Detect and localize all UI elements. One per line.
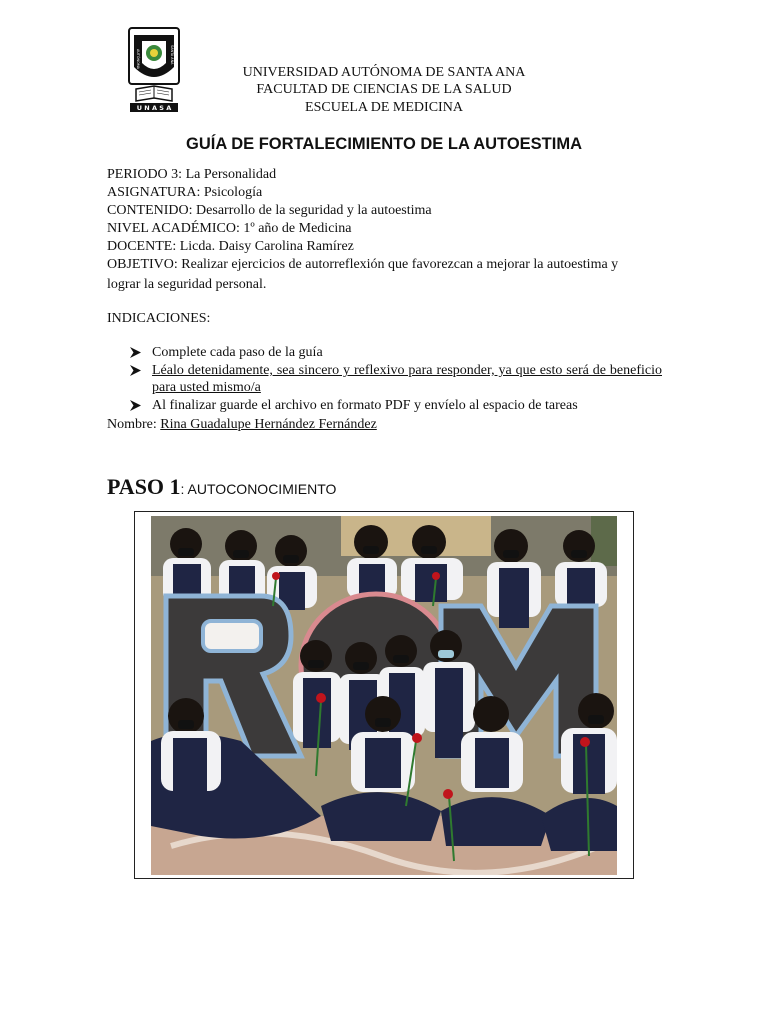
- student-name-value: Rina Guadalupe Hernández Fernández: [160, 417, 377, 432]
- periodo-label: PERIODO 3:: [107, 167, 183, 182]
- asignatura-row: [107, 184, 262, 202]
- step-heading: [107, 474, 336, 500]
- docente-value: Licda. Daisy Carolina Ramírez: [176, 239, 354, 254]
- university-name: UNIVERSIDAD AUTÓNOMA DE SANTA ANA: [242, 65, 526, 80]
- student-name-row: [107, 417, 377, 433]
- indicaciones-heading: INDICACIONES:: [107, 311, 211, 326]
- step-title: : AUTOCONOCIMIENTO: [180, 481, 337, 497]
- docente-row: [107, 238, 354, 256]
- contenido-row: [107, 202, 432, 220]
- logo-bottom-text: U N A S A: [136, 104, 172, 112]
- logo-left-text: AUTÓNOMA: [136, 49, 140, 69]
- group-photo: [151, 516, 617, 875]
- indicacion-1: Complete cada paso de la guía: [152, 345, 323, 360]
- periodo-row: [107, 166, 276, 184]
- objetivo-row: [107, 256, 618, 274]
- arrow-bullet-icon: [130, 365, 141, 376]
- asignatura-label: ASIGNATURA:: [107, 185, 201, 200]
- logo-right-text: SANTA ANA: [170, 45, 174, 65]
- docente-label: DOCENTE:: [107, 239, 177, 254]
- arrow-bullet-icon: [130, 347, 141, 358]
- nivel-row: [107, 220, 352, 238]
- document-title: GUÍA DE FORTALECIMIENTO DE LA AUTOESTIMA: [186, 135, 582, 153]
- faculty-name: FACULTAD DE CIENCIAS DE LA SALUD: [256, 82, 512, 97]
- nivel-value: 1º año de Medicina: [239, 221, 352, 236]
- school-name: ESCUELA DE MEDICINA: [305, 100, 463, 115]
- asignatura-value: Psicología: [200, 185, 263, 200]
- indicacion-2: Léalo detenidamente, sea sincero y reflexivo para responder, ya que esto será de beneficio para usted mismo/a: [152, 363, 662, 395]
- nivel-label: NIVEL ACADÉMICO:: [107, 221, 240, 236]
- indicacion-3: Al finalizar guarde el archivo en formato PDF y envíelo al espacio de tareas: [152, 398, 578, 413]
- objetivo-text: Realizar ejercicios de autorreflexión que favorezcan a mejorar la autoestima y: [177, 257, 619, 272]
- arrow-bullet-icon: [130, 400, 141, 411]
- step-number: PASO 1: [107, 474, 181, 499]
- objetivo-row-continued: lograr la seguridad personal.: [107, 277, 267, 292]
- objetivo-label: OBJETIVO:: [107, 257, 178, 272]
- periodo-value: La Personalidad: [182, 167, 277, 182]
- student-name-label: Nombre:: [107, 417, 157, 432]
- contenido-value: Desarrollo de la seguridad y la autoestima: [192, 203, 432, 218]
- logo-top-text: UNIVERSIDAD: [136, 31, 172, 36]
- contenido-label: CONTENIDO:: [107, 203, 193, 218]
- group-photo-illustration: [151, 516, 617, 875]
